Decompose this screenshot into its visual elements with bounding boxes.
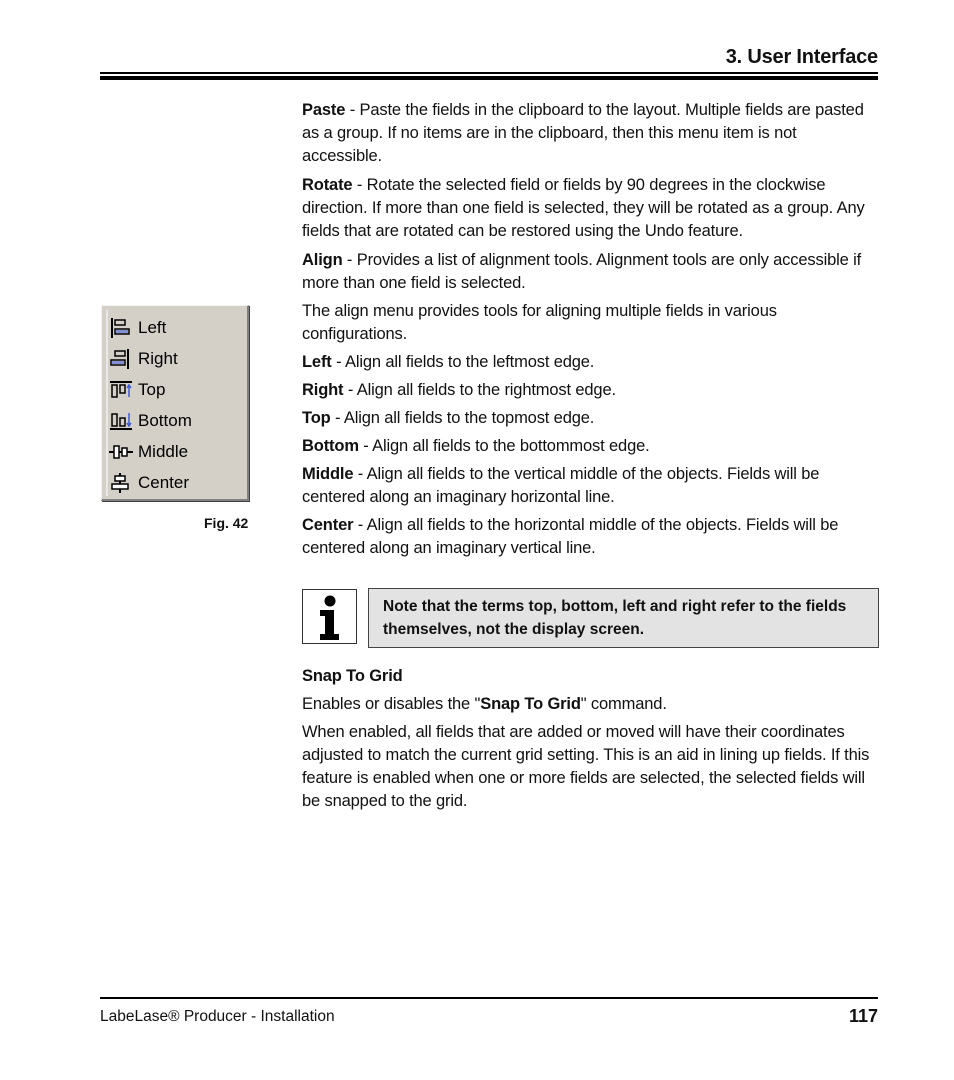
- menu-item-bottom[interactable]: [108, 405, 238, 436]
- left-paragraph: [302, 351, 879, 374]
- rotate-term: Rotate: [302, 176, 353, 194]
- menu-item-center[interactable]: [108, 467, 238, 498]
- menu-item-left-label: Left: [138, 317, 167, 337]
- menu-item-right-label: Right: [138, 348, 178, 368]
- header-rule-thick: [100, 76, 878, 80]
- main-text-column: [302, 99, 879, 565]
- snap-to-grid-section: [302, 665, 879, 818]
- menu-item-right[interactable]: [108, 343, 238, 374]
- menu-item-bottom-label: Bottom: [138, 410, 192, 430]
- rotate-paragraph: [302, 174, 879, 243]
- left-term: Left: [302, 353, 332, 371]
- bottom-paragraph: [302, 435, 879, 458]
- menu-item-center-label: Center: [138, 472, 190, 492]
- align-text: - Provides a list of alignment tools. Alignment tools are only accessible if more than one field is selected.: [302, 251, 862, 292]
- align-right-icon: [108, 348, 138, 370]
- menu-item-middle[interactable]: [108, 436, 238, 467]
- align-top-icon: [108, 379, 138, 401]
- snap-p1-bold: Snap To Grid: [480, 695, 581, 713]
- snap-p1-after: " command.: [580, 695, 667, 713]
- menu-item-top-label: Top: [138, 379, 166, 399]
- align-center-icon: [108, 472, 138, 494]
- align-paragraph: [302, 249, 879, 295]
- paste-text: - Paste the fields in the clipboard to the layout. Multiple fields are pasted as a group. If no items are in the clipboard, then this menu item is not accessible.: [302, 101, 864, 165]
- menu-item-top[interactable]: [108, 374, 238, 405]
- snap-to-grid-p1: [302, 693, 879, 716]
- align-menu-paragraph: The align menu provides tools for aligning multiple fields in various configurations.: [302, 302, 777, 343]
- menu-item-middle-label: Middle: [138, 441, 189, 461]
- center-paragraph: [302, 514, 879, 560]
- note-box: [368, 588, 879, 648]
- top-term: Top: [302, 409, 331, 427]
- align-middle-icon: [108, 441, 138, 463]
- center-term: Center: [302, 516, 354, 534]
- rotate-text: - Rotate the selected field or fields by 90 degrees in the clockwise direction. If more than one field is selected, they will be rotated as a group. Any fields that are rotated can be restored using the Undo feature.: [302, 176, 865, 240]
- align-menu-figure: [101, 305, 249, 501]
- note-text: Note that the terms top, bottom, left and right refer to the fields themselves, not the display screen.: [383, 598, 847, 638]
- middle-paragraph: [302, 463, 879, 509]
- snap-p1-before: Enables or disables the ": [302, 695, 481, 713]
- paste-term: Paste: [302, 101, 346, 119]
- align-left-icon: [108, 317, 138, 339]
- chapter-title: 3. User Interface: [725, 46, 878, 68]
- bottom-term: Bottom: [302, 437, 359, 455]
- left-text: - Align all fields to the leftmost edge.: [331, 353, 595, 371]
- bottom-text: - Align all fields to the bottommost edge.: [358, 437, 650, 455]
- middle-text: - Align all fields to the vertical middle of the objects. Fields will be centered along an imaginary horizontal line.: [302, 465, 820, 506]
- snap-to-grid-p2: When enabled, all fields that are added or moved will have their coordinates adjusted to match the current grid setting. This is an aid in lining up fields. If this feature is enabled when one or more fields are selected, the selected fields will be snapped to the grid.: [302, 723, 870, 810]
- align-term: Align: [302, 251, 343, 269]
- right-term: Right: [302, 381, 344, 399]
- footer-rule: [100, 997, 878, 999]
- middle-term: Middle: [302, 465, 354, 483]
- info-icon: [303, 590, 358, 650]
- note-icon-box: [302, 589, 357, 644]
- right-text: - Align all fields to the rightmost edge.: [343, 381, 616, 399]
- top-paragraph: [302, 407, 879, 430]
- snap-to-grid-heading: Snap To Grid: [302, 667, 403, 685]
- page-number: 117: [848, 1006, 878, 1026]
- paste-paragraph: [302, 99, 879, 168]
- center-text: - Align all fields to the horizontal middle of the objects. Fields will be centered along an imaginary vertical line.: [302, 516, 839, 557]
- top-text: - Align all fields to the topmost edge.: [330, 409, 595, 427]
- footer-product: LabeLase® Producer - Installation: [100, 1008, 335, 1025]
- figure-caption: Fig. 42: [204, 515, 249, 531]
- menu-item-left[interactable]: [108, 312, 238, 343]
- align-bottom-icon: [108, 410, 138, 432]
- header-rule-thin: [100, 72, 878, 74]
- right-paragraph: [302, 379, 879, 402]
